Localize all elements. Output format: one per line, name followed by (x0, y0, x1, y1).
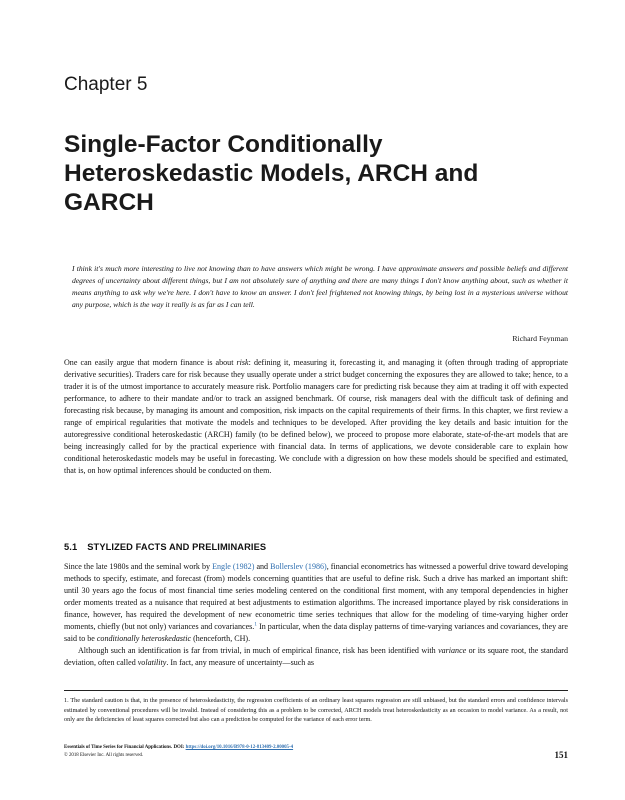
citation-bollerslev-1986[interactable]: Bollerslev (1986) (270, 562, 327, 571)
intro-paragraph: One can easily argue that modern finance is about risk: defining it, measuring it, forecasting it, and managing it (often through trading of appropriate derivative securities). Traders care for risk because they usually operate under a strict budget concerning the exposures they are allowed to take; hence, to a trader it is of the utmost importance to accurately measure risk. Portfolio managers care for predicting risk because they aim at trading it off with expected performance, to adhere to their mandate and/or to track an assigned benchmark. Of course, risk managers deal with the difficult task of defining and forecasting risk because, by managing its amount and composition, risk impacts on the capital requirements of their firms. In this chapter, we first review a range of empirical regularities that motivate the models and techniques to be developed. After providing the key details and basic intuition for the autoregressive conditional heteroskedastic (ARCH) family (to be defined below), we proceed to propose more elaborate, state-of-the-art models that are being increasingly called for by the practical experience with financial data. In terms of applications, we devote considerable care to explain how conditional heteroskedastic models may be useful in forecasting. We conclude with a digression on how these models should be specified and estimated, that is, on how optimal inferences should be conducted on them. (64, 358, 568, 475)
section-paragraph-2: Although such an identification is far from trivial, in much of empirical finance, risk has been identified with variance or its square root, the standard deviation, often called volatility. In fact, any measure of uncertainty—such as (64, 646, 568, 667)
footnote-marker-1[interactable]: 1 (254, 621, 258, 628)
footer-copyright: © 2018 Elsevier Inc. All rights reserved. (64, 753, 144, 758)
section-number: 5.1 (64, 542, 78, 552)
chapter-title: Single-Factor Conditionally Heteroskedastic Models, ARCH and GARCH (64, 131, 479, 216)
page-number: 151 (554, 750, 568, 760)
epigraph-author: Richard Feynman (512, 334, 568, 343)
doi-link[interactable]: https://doi.org/10.1016/B978-0-12-813409-2.00005-4 (185, 745, 294, 750)
risk-emphasis: risk (236, 358, 249, 367)
footnote-1: 1. The standard caution is that, in the presence of heteroskedasticity, the regression coefficients of an ordinary least squares regression are still unbiased, but the standard errors and confidence intervals estimated by conventional procedures will be invalid. Instead of considering this as a problem to be corrected, ARCH models treat heteroskedasticity as an occasion to model variance. As a result, not only are the deficiencies of least squares corrected but also can a prediction be computed for the variance of each error term. (64, 697, 568, 723)
section-heading (64, 542, 266, 552)
citation-engle-1982[interactable]: Engle (1982) (212, 562, 255, 571)
footnote-divider (64, 690, 568, 691)
section-body (64, 561, 568, 669)
footer-book-info: Essentials of Time Series for Financial Applications. DOI: https://doi.org/10.1016/B978-0-12-813409-2.00005-4 (64, 745, 294, 750)
chapter-label: Chapter 5 (64, 74, 148, 95)
section-title: STYLIZED FACTS AND PRELIMINARIES (87, 542, 267, 552)
section-paragraph-1: Since the late 1980s and the seminal work by Engle (1982) and Bollerslev (1986), financial econometrics has witnessed a powerful drive toward developing methods to specify, estimate, and forecast (from) models concerning quantities that are useful to define risk. Such a drive has marked an important shift: until 30 years ago the focus of most financial time series modeling centered on the conditional first moment, with any temporal dependencies in higher order moments treated as a nuisance that required at best adjustments to estimation algorithms. The increased importance played by risk considerations in finance, however, has required the development of new econometric time series techniques that allow for the modeling of time-varying higher order moments, chiefly (but not only) variances and covariances.$^1$ In particular, when the data display patterns of time-varying variances and covariances, they are said to be conditionally heteroskedastic (henceforth, CH). (64, 562, 569, 643)
epigraph-quote: I think it's much more interesting to live not knowing than to have answers which might be wrong. I have approximate answers and possible beliefs and different degrees of uncertainty about different things, but I am not absolutely sure of anything and there are many things I don't know anything about, such as whether it means anything to ask why we're here. I don't have to know an answer. I don't feel frightened not knowing things, by being lost in a mysterious universe without any purpose, which is the way it really is as far as I can tell. (72, 264, 568, 309)
